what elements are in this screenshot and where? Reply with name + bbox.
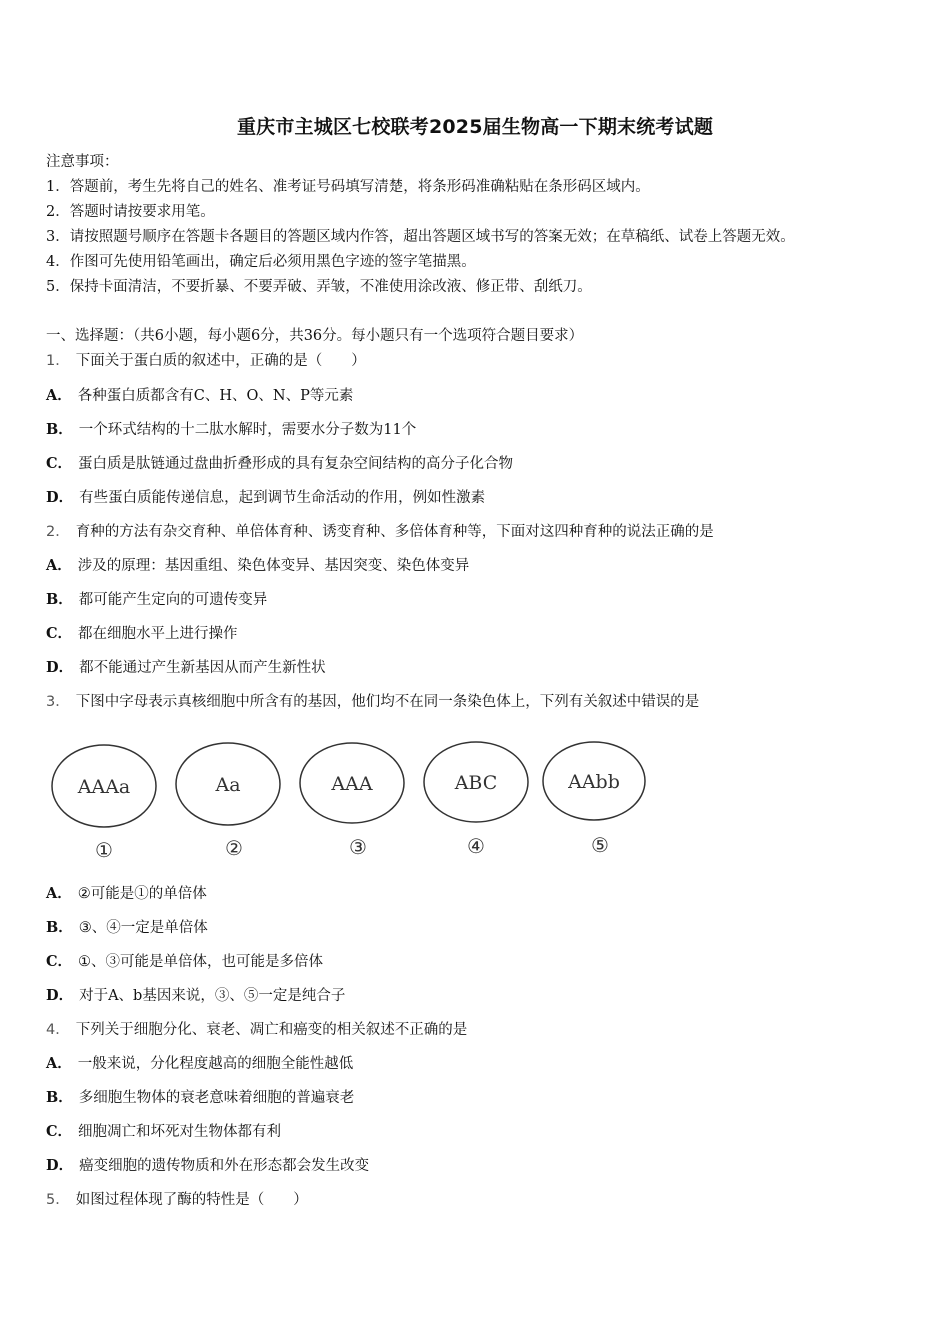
- question-number: 2．: [46, 524, 70, 540]
- option-text: 都在细胞水平上进行操作: [78, 626, 238, 642]
- option-text: 各种蛋白质都含有C、H、O、N、P等元素: [77, 388, 354, 404]
- option-label: B．: [46, 591, 73, 608]
- section-heading: 一、选择题：（共6小题，每小题6分，共36分。每小题只有一个选项符合题目要求）: [46, 328, 584, 344]
- cell-genes: Aa: [215, 774, 241, 796]
- option: [46, 1088, 354, 1108]
- option-text: 多细胞生物体的衰老意味着细胞的普遍衰老: [78, 1090, 355, 1106]
- question-number: 3．: [46, 694, 70, 710]
- cell-label: ①: [95, 838, 113, 862]
- option-label: B．: [46, 1089, 73, 1106]
- cell-2: [176, 743, 280, 860]
- cell-1: [52, 745, 156, 862]
- option-label: B．: [46, 421, 73, 438]
- question-number: 5．: [46, 1192, 70, 1208]
- notice-item: 3．请按照题号顺序在答题卡各题目的答题区域内作答，超出答题区域书写的答案无效；在草稿纸、试卷上答题无效。: [46, 229, 795, 245]
- option-label: A．: [46, 1055, 72, 1072]
- cell-3: [300, 743, 404, 859]
- option-text: 癌变细胞的遗传物质和外在形态都会发生改变: [79, 1158, 370, 1174]
- option-label: D．: [46, 489, 74, 506]
- option: [46, 420, 416, 440]
- cell-genes: AAAa: [77, 776, 131, 798]
- option: [46, 952, 323, 972]
- option-text: 对于A、b基因来说，③、⑤一定是纯合子: [79, 988, 346, 1004]
- option: [46, 590, 267, 610]
- notice-item: 1．答题前，考生先将自己的姓名、准考证号码填写清楚，将条形码准确粘贴在条形码区域内。: [46, 179, 650, 195]
- option-label: D．: [46, 1157, 74, 1174]
- option-label: B．: [46, 919, 73, 936]
- option: [46, 624, 238, 644]
- option-label: A．: [46, 387, 72, 404]
- option: [46, 884, 207, 904]
- page-title: 重庆市主城区七校联考2025届生物高一下期末统考试题: [236, 116, 714, 138]
- cell-genes: AAA: [331, 773, 373, 795]
- option: [46, 918, 208, 938]
- option-label: C．: [46, 455, 73, 472]
- option-text: 一个环式结构的十二肽水解时，需要水分子数为11个: [78, 422, 417, 438]
- option: [46, 1156, 369, 1176]
- question-text: 下面关于蛋白质的叙述中，正确的是（ ）: [75, 353, 366, 369]
- option: [46, 986, 345, 1006]
- notice-heading: 注意事项：: [46, 154, 119, 170]
- cell-label: ②: [225, 836, 243, 860]
- option: [46, 1054, 353, 1074]
- option-label: D．: [46, 987, 74, 1004]
- option-text: ②可能是①的单倍体: [77, 886, 207, 902]
- option: [46, 488, 485, 508]
- option: [46, 658, 326, 678]
- cell-figure: [48, 740, 658, 870]
- question-text: 育种的方法有杂交育种、单倍体育种、诱变育种、多倍体育种等，下面对这四种育种的说法正确的是: [75, 524, 714, 540]
- question-stem: [46, 1020, 467, 1040]
- notice-item: 4．作图可先使用铅笔画出，确定后必须用黑色字迹的签字笔描黑。: [46, 254, 476, 270]
- option-label: C．: [46, 1123, 73, 1140]
- option-text: 都不能通过产生新基因从而产生新性状: [79, 660, 326, 676]
- option: [46, 386, 353, 406]
- question-text: 如图过程体现了酶的特性是（ ）: [75, 1192, 308, 1208]
- option: [46, 1122, 281, 1142]
- notice-item: 5．保持卡面清洁，不要折暴、不要弄破、弄皱，不准使用涂改液、修正带、刮纸刀。: [46, 279, 592, 295]
- option-text: ①、③可能是单倍体，也可能是多倍体: [78, 954, 324, 970]
- option-text: 蛋白质是肽链通过盘曲折叠形成的具有复杂空间结构的高分子化合物: [78, 456, 514, 472]
- option-label: C．: [46, 625, 73, 642]
- question-stem: [46, 692, 699, 712]
- option-text: ③、④一定是单倍体: [78, 920, 208, 936]
- option-label: D．: [46, 659, 74, 676]
- cell-label: ④: [467, 834, 485, 858]
- option-label: A．: [46, 557, 72, 574]
- question-number: 4．: [46, 1022, 70, 1038]
- cell-4: [424, 742, 528, 858]
- question-number: 1．: [46, 353, 70, 369]
- option-text: 一般来说，分化程度越高的细胞全能性越低: [77, 1056, 354, 1072]
- cell-figure-svg: [48, 740, 658, 870]
- question-stem: [46, 522, 714, 542]
- cell-genes: ABC: [454, 772, 498, 794]
- cell-5: [543, 742, 645, 857]
- option-label: C．: [46, 953, 73, 970]
- cell-label: ⑤: [591, 833, 609, 857]
- option: [46, 556, 469, 576]
- notice-item: 2．答题时请按要求用笔。: [46, 204, 215, 220]
- option-text: 都可能产生定向的可遗传变异: [78, 592, 268, 608]
- cell-genes: AAbb: [568, 771, 620, 793]
- cell-label: ③: [349, 835, 367, 859]
- question-stem: [46, 1190, 308, 1210]
- option-text: 细胞凋亡和坏死对生物体都有利: [78, 1124, 282, 1140]
- question-text: 下图中字母表示真核细胞中所含有的基因，他们均不在同一条染色体上，下列有关叙述中错误的是: [75, 694, 700, 710]
- option-text: 涉及的原理：基因重组、染色体变异、基因突变、染色体变异: [77, 558, 470, 574]
- option: [46, 454, 513, 474]
- option-label: A．: [46, 885, 72, 902]
- question-stem: [46, 351, 366, 371]
- option-text: 有些蛋白质能传递信息，起到调节生命活动的作用，例如性激素: [79, 490, 486, 506]
- question-text: 下列关于细胞分化、衰老、凋亡和癌变的相关叙述不正确的是: [75, 1022, 468, 1038]
